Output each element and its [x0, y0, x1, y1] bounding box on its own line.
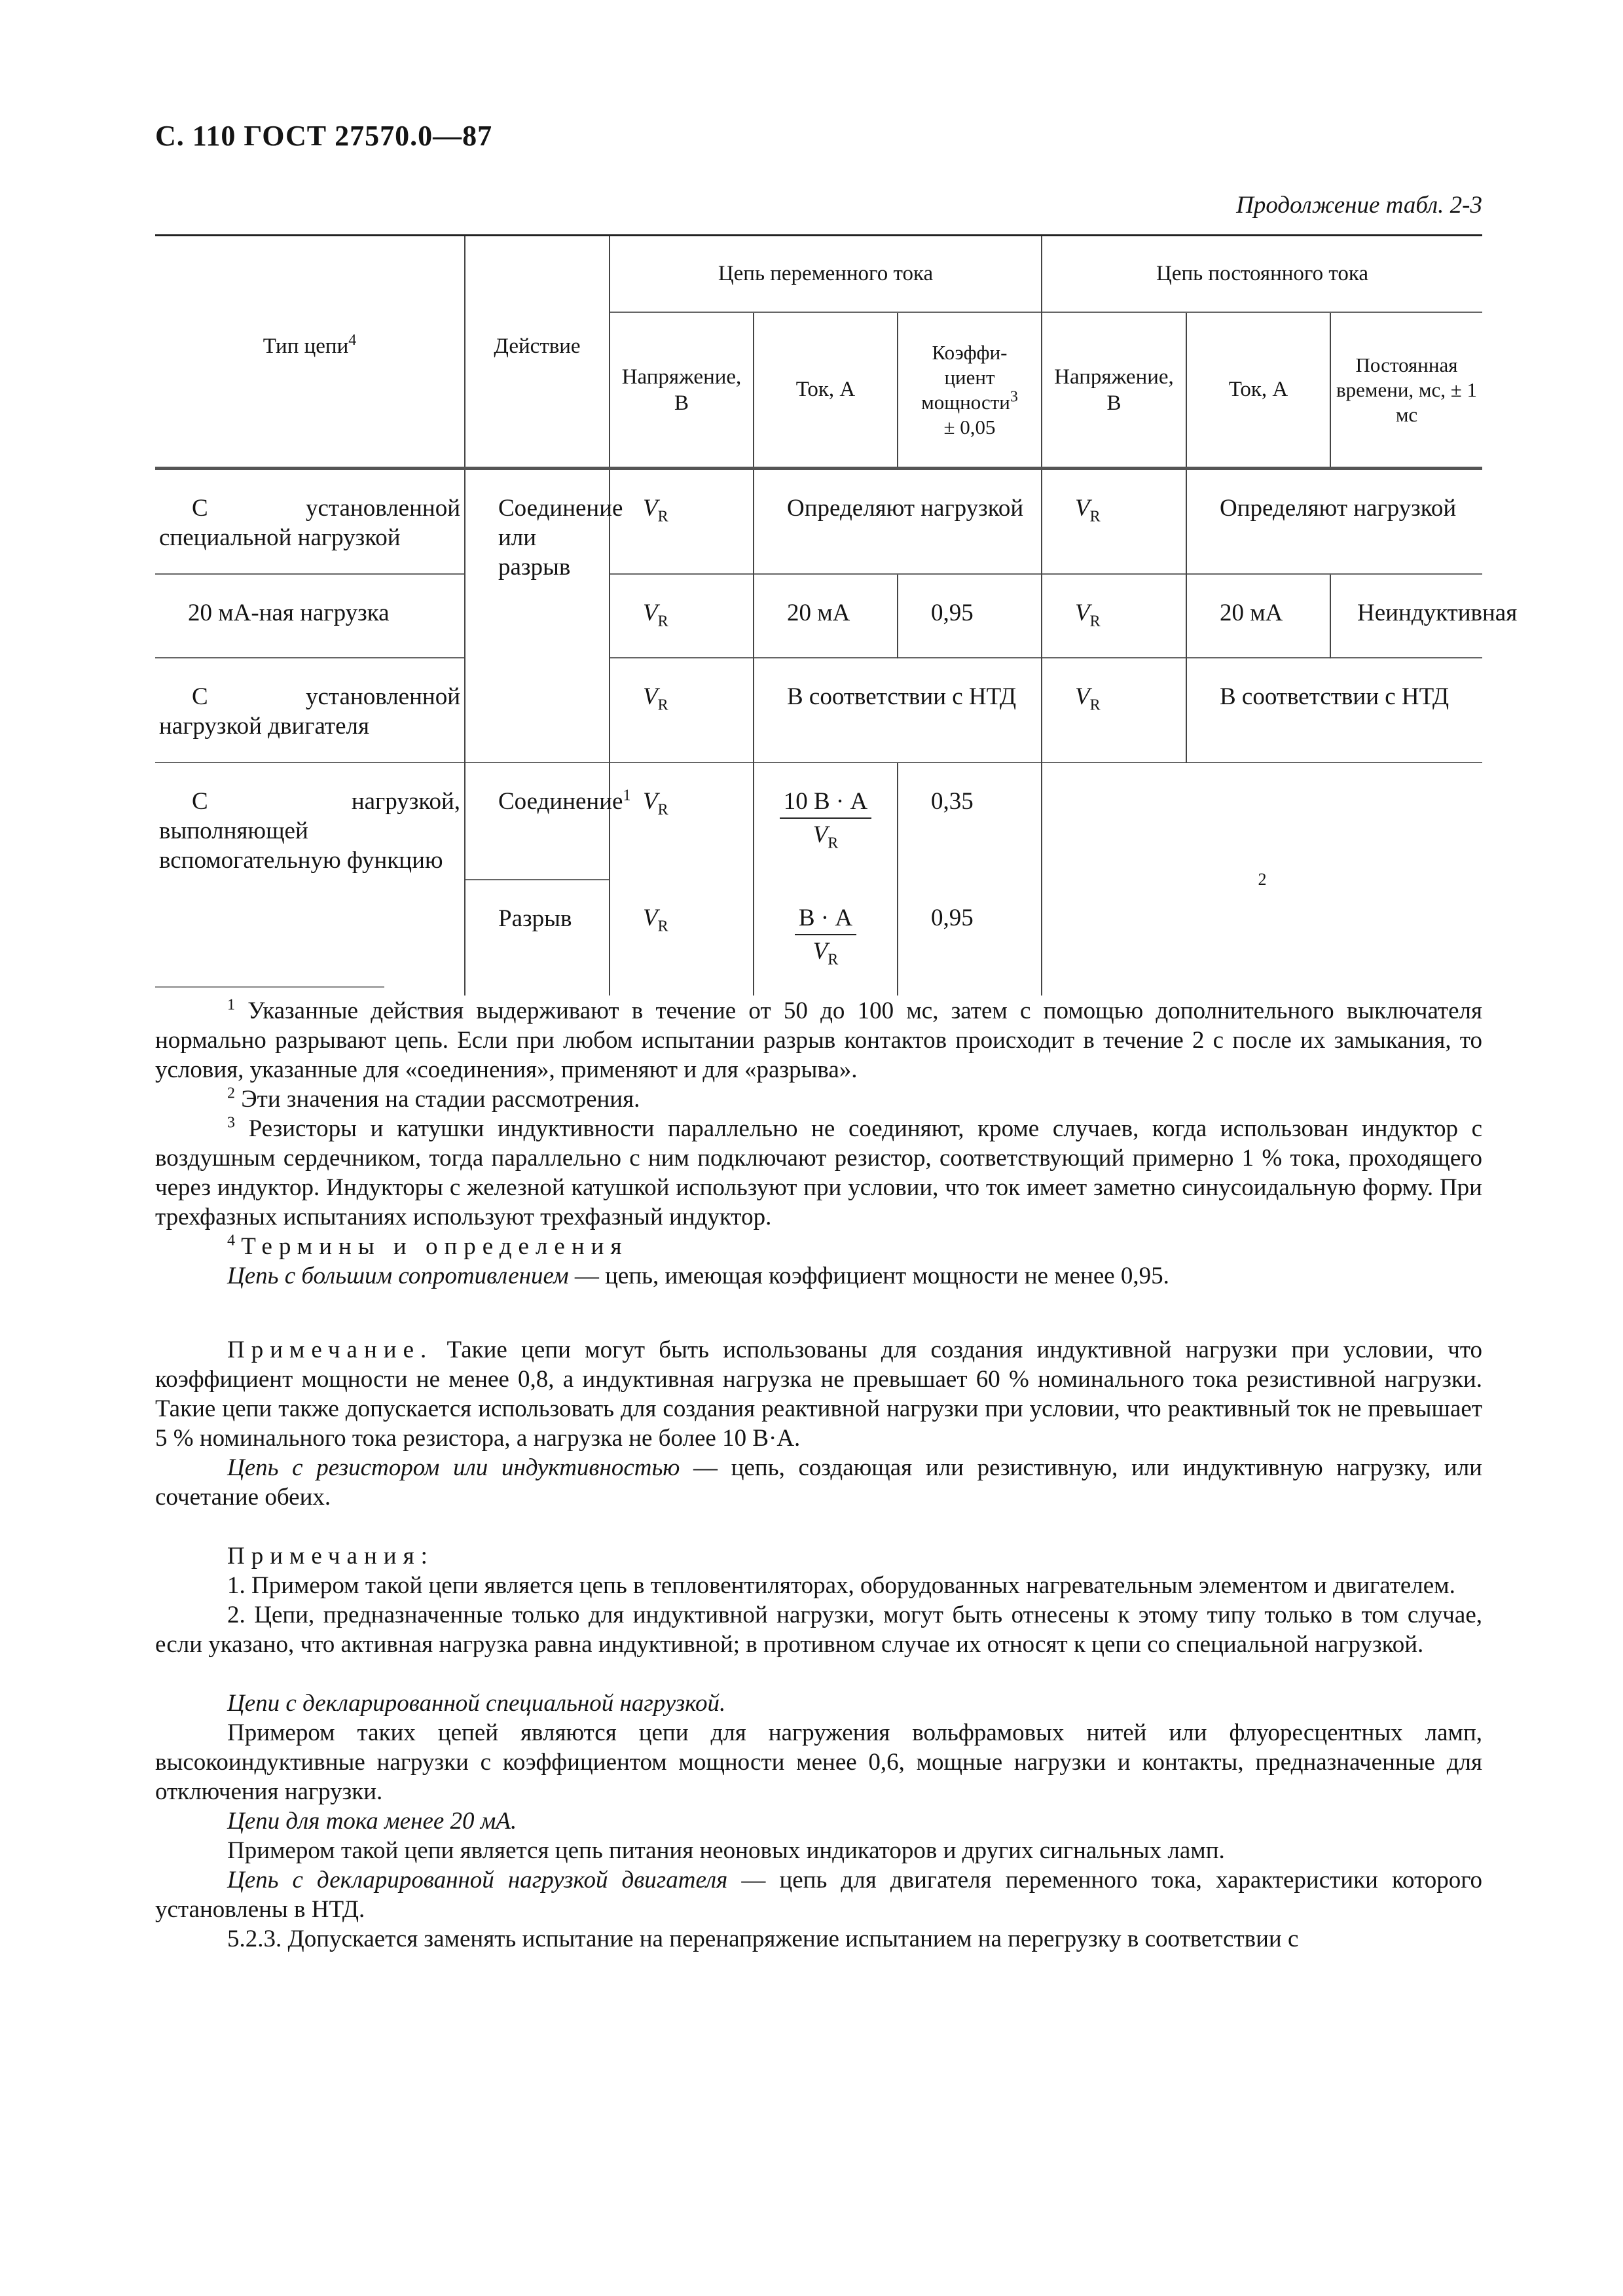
definition-low-current: Цепи для тока менее 20 мА. [227, 1808, 517, 1835]
vr-symbol: $V_R$ [610, 574, 754, 658]
row-dc-time-constant: Неиндуктивная [1330, 574, 1482, 658]
vr-symbol: $V_R$ [610, 762, 754, 879]
table-row [155, 762, 1482, 879]
footnotes [155, 996, 1482, 1291]
page-header: С. 110 ГОСТ 27570.0—87 [155, 120, 493, 152]
table-row [155, 574, 1482, 658]
row-ac-power-factor: 0,35 [898, 762, 1042, 879]
vr-symbol: $V_R$ [610, 880, 754, 996]
footnote-4: $^4$ Термины и определения [227, 1232, 629, 1260]
group-header-ac: Цепь переменного тока [610, 236, 1042, 313]
dc-footnote-ref: 2 [1042, 762, 1482, 996]
table-row [155, 658, 1482, 762]
row-dc-load: Определяют нагрузкой [1186, 469, 1482, 575]
circuit-table [155, 234, 1518, 996]
group-header-dc: Цепь постоянного тока [1042, 236, 1482, 313]
row-ac-current: 20 мА [754, 574, 898, 658]
definition-low-current-text: Примером такой цепи является цепь питания неоновых индикаторов и других сигнальных ламп. [227, 1837, 1225, 1864]
col-header-dc-voltage: Напряжение, В [1042, 312, 1186, 469]
row-action: Соединение или разрыв [465, 469, 610, 763]
col-header-ac-voltage: Напряжение, В [610, 312, 754, 469]
footnote-3: $^3$ Резисторы и катушки индуктивности параллельно не соединяют, кроме случаев, когда использован индуктор с воздушным сердечником, тогда параллельно с ним подключают резистор, соответствующий примерно 1 % тока, проходящего через индуктор. Индукторы с железной катушкой используют при условии, что ток имеет заметно синусоидальную форму. При трехфазных испытаниях используют трехфазный индуктор. [155, 1114, 1483, 1230]
row-ac-load: В соответствии с НТД [754, 658, 1042, 762]
vr-symbol: $V_R$ [610, 469, 754, 575]
col-header-dc-time-constant: Постоянная времени, мс, ± 1 мс [1330, 312, 1482, 469]
row-action: Разрыв [465, 880, 610, 996]
definition-declared-special-load-text: Примером таких цепей являются цепи для нагружения вольфрамовых нитей или флуоресцентных ламп, высокоиндуктивные нагрузки с коэффициентом мощности менее 0,6, мощные нагрузки и контакты, предназначенные для отключения нагрузки. [155, 1719, 1482, 1805]
table-continuation-label: Продолжение табл. 2-3 [1236, 192, 1482, 219]
clause-5-2-3: 5.2.3. Допускается заменять испытание на перенапряжение испытанием на перегрузку в соответствии с [227, 1926, 1299, 1952]
note-item-2: 2. Цепи, предназначенные только для индуктивной нагрузки, могут быть отнесены к этому типу только в том случае, если указано, что активная нагрузка равна индуктивной; в противном случае их относят к цепи со специальной нагрузкой. [155, 1602, 1482, 1658]
notes-label: Примечания: [227, 1543, 434, 1570]
row-ac-power-factor: 0,95 [898, 880, 1042, 996]
table-row [155, 469, 1482, 575]
row-ac-power-factor: 0,95 [898, 574, 1042, 658]
row-ac-load: Определяют нагрузкой [754, 469, 1042, 575]
footnote-1: $^1$ Указанные действия выдерживают в течение от 50 до 100 мс, затем с помощью дополнительного выключателя нормально разрывают цепь. Если при любом испытании разрыв контактов происходит в течение 2 с после их замыкания, то условия, указанные для «соединения», применяют и для «разрыва». [155, 996, 1483, 1083]
vr-symbol: $V_R$ [610, 658, 754, 762]
vr-symbol: $V_R$ [1042, 469, 1186, 575]
col-header-ac-power-factor: Коэффи- циент мощности$^3$ ± 0,05 [898, 312, 1042, 469]
note-paragraph: Примечание. Такие цепи могут быть использованы для создания индуктивной нагрузки при условии, что коэффициент мощности не менее 0,8, а индуктивная нагрузка не превышает 60 % номинального тока резистивной нагрузки. Такие цепи также допускается использовать для создания реактивной нагрузки при условии, что реактивный ток не превышает 5 % номинального тока резистора, а нагрузка не более 10 В·А. [155, 1336, 1482, 1452]
row-dc-load: В соответствии с НТД [1186, 658, 1482, 762]
definition-resistor-inductance: Цепь с резистором или индуктивностью — цепь, создающая или резистивную, или индуктивную нагрузку, или сочетание обеих. [155, 1454, 1482, 1511]
col-header-action: Действие [465, 236, 610, 469]
note-item-1: 1. Примером такой цепи является цепь в тепловентиляторах, оборудованных нагревательным элементом и двигателем. [227, 1572, 1455, 1599]
row-type: С установленной специальной нагрузкой [159, 495, 460, 551]
row-ac-current-fraction: $\frac{В \cdot А}{V_R}$ [754, 880, 898, 996]
row-type: 20 мА-ная нагрузка [155, 574, 465, 658]
row-action: Соединение$^1$ [465, 762, 610, 879]
vr-symbol: $V_R$ [1042, 574, 1186, 658]
definition-declared-special-load: Цепи с декларированной специальной нагрузкой. [227, 1690, 726, 1717]
definition-motor-load: Цепь с декларированной нагрузкой двигателя — цепь для двигателя переменного тока, характеристики которого установлены в НТД. [155, 1867, 1482, 1923]
footnote-2: $^2$ Эти значения на стадии рассмотрения. [227, 1085, 640, 1113]
row-dc-current: 20 мА [1186, 574, 1330, 658]
col-header-type: Тип цепи$^4$ [263, 332, 357, 358]
footnote-divider [155, 986, 384, 988]
col-header-dc-current: Ток, А [1186, 312, 1330, 469]
row-type: С установленной нагрузкой двигателя [155, 658, 465, 762]
row-ac-current-fraction: $\frac{10 В \cdot А}{V_R}$ [754, 762, 898, 879]
col-header-ac-current: Ток, А [754, 312, 898, 469]
row-type: С нагрузкой, выполняющей вспомогательную функцию [155, 762, 465, 996]
definition-high-resistance: Цепь с большим сопротивлением — цепь, имеющая коэффициент мощности не менее 0,95. [227, 1263, 1169, 1289]
body-text [155, 1335, 1482, 1954]
vr-symbol: $V_R$ [1042, 658, 1186, 762]
